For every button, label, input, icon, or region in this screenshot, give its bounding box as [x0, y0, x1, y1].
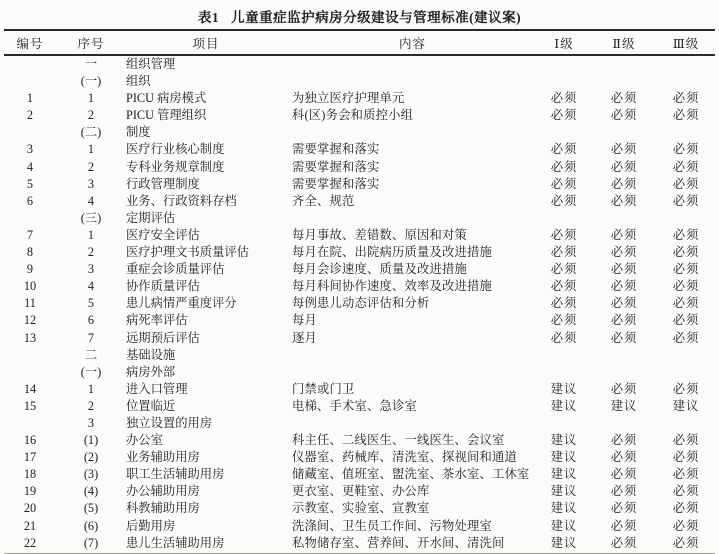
cell-level1: 必须: [550, 296, 578, 311]
cell-content: 需要掌握和落实: [292, 159, 380, 174]
cell-level1: 必须: [550, 142, 578, 157]
cell-item: 重症会诊质量评估: [126, 262, 225, 277]
cell-no: 1: [26, 91, 34, 106]
cell-content: 齐全、规范: [292, 193, 355, 208]
cell-level2: 必须: [610, 518, 638, 533]
cell-seq: 1: [87, 142, 95, 157]
cell-content: 科(区)务会和质控小组: [292, 108, 414, 123]
cell-seq: 一: [84, 57, 98, 71]
cell-item: 病房外部: [126, 364, 176, 379]
table-row: [0, 330, 719, 347]
cell-level3: 建议: [672, 398, 700, 413]
cell-seq: 1: [87, 91, 95, 106]
cell-no: 21: [23, 518, 37, 533]
cell-item: 医疗安全评估: [126, 227, 200, 242]
cell-no: 2: [26, 108, 34, 123]
cell-no: 11: [24, 296, 36, 311]
cell-no: 16: [23, 433, 37, 448]
cell-level2: 必须: [610, 142, 638, 157]
cell-item: 位置临近: [126, 398, 176, 413]
table-title: [0, 0, 719, 26]
table-row: [0, 73, 719, 90]
column-header-content: 内容: [398, 36, 426, 51]
column-header-level3: Ⅲ级: [672, 36, 700, 51]
cell-seq: (三): [80, 210, 102, 225]
cell-level3: 必须: [672, 193, 700, 208]
cell-level2: 必须: [610, 535, 638, 550]
cell-item: 进入口管理: [126, 381, 188, 396]
cell-level1: 建议: [550, 450, 578, 465]
cell-level1: 建议: [550, 518, 578, 533]
table-row: [0, 535, 719, 552]
cell-seq: 1: [87, 381, 95, 396]
cell-item: 行政管理制度: [126, 176, 200, 191]
cell-level3: 必须: [672, 176, 700, 191]
cell-content: 每月事故、差错数、原因和对策: [292, 227, 467, 242]
cell-no: 10: [23, 279, 37, 294]
cell-level1: 必须: [550, 91, 578, 106]
cell-level1: 必须: [550, 330, 578, 345]
cell-level1: 建议: [550, 398, 578, 413]
cell-level3: 必须: [672, 108, 700, 123]
table-row: [0, 90, 719, 107]
cell-level1: 必须: [550, 193, 578, 208]
cell-item: 基础设施: [126, 347, 176, 362]
cell-item: 办公辅助用房: [126, 484, 200, 499]
column-header-no: 编号: [16, 36, 44, 51]
cell-level1: 必须: [550, 313, 578, 328]
cell-level1: 建议: [550, 467, 578, 482]
cell-level3: 必须: [672, 279, 700, 294]
cell-level2: 必须: [610, 313, 638, 328]
cell-content: 为独立医疗护理单元: [292, 91, 405, 106]
cell-seq: 2: [87, 245, 95, 260]
cell-level1: 建议: [550, 484, 578, 499]
cell-level3: 必须: [672, 518, 700, 533]
cell-content: 私物储存室、营养间、开水间、清洗间: [292, 535, 505, 550]
table-row: [0, 227, 719, 244]
cell-seq: (4): [83, 484, 99, 499]
cell-level3: 必须: [672, 227, 700, 242]
cell-seq: (1): [83, 433, 99, 448]
cell-level1: 建议: [550, 535, 578, 550]
cell-item: 科教辅助用房: [126, 501, 200, 516]
cell-content: 每月会诊速度、质量及改进措施: [292, 262, 467, 277]
cell-level3: 必须: [672, 313, 700, 328]
cell-level3: 必须: [672, 433, 700, 448]
table-row: [0, 278, 719, 295]
cell-seq: 3: [87, 176, 95, 191]
cell-item: 患儿病情严重度评分: [126, 296, 237, 311]
cell-item: 独立设置的用房: [126, 415, 213, 430]
cell-level3: 必须: [672, 296, 700, 311]
table-row: [0, 124, 719, 141]
table-header-row: [0, 31, 719, 54]
cell-level2: 必须: [610, 484, 638, 499]
cell-level1: 必须: [550, 279, 578, 294]
table-row: [0, 466, 719, 483]
cell-content: 每月在院、出院病历质量及改进措施: [292, 245, 492, 260]
table-row: [0, 347, 719, 364]
cell-level1: 必须: [550, 176, 578, 191]
cell-item: 办公室: [126, 433, 163, 448]
cell-content: 需要掌握和落实: [292, 142, 380, 157]
table-row: [0, 432, 719, 449]
cell-seq: 二: [84, 347, 98, 362]
cell-no: 13: [23, 330, 37, 345]
cell-no: 8: [26, 245, 34, 260]
cell-content: 更衣室、更鞋室、办公库: [292, 484, 430, 499]
cell-level2: 必须: [610, 279, 638, 294]
cell-content: 逐月: [292, 330, 317, 345]
table-row: [0, 141, 719, 158]
cell-content: 每月科间协作速度、效率及改进措施: [292, 279, 492, 294]
table-number-label: 表1: [197, 10, 220, 25]
cell-no: 3: [26, 142, 34, 157]
cell-no: 15: [23, 398, 37, 413]
cell-seq: 2: [87, 108, 95, 123]
cell-content: 需要掌握和落实: [292, 176, 380, 191]
cell-no: 18: [23, 467, 37, 482]
cell-seq: 5: [87, 296, 95, 311]
cell-level3: 必须: [672, 159, 700, 174]
cell-seq: 4: [87, 193, 95, 208]
cell-level2: 必须: [610, 227, 638, 242]
cell-content: 门禁或门卫: [292, 381, 355, 396]
cell-level2: 必须: [610, 330, 638, 345]
cell-no: 14: [23, 381, 37, 396]
cell-level1: 建议: [550, 501, 578, 516]
cell-content: 仪器室、药械库、清洗室、探视间和通道: [292, 450, 517, 465]
cell-no: 7: [26, 227, 34, 242]
cell-item: 业务辅助用房: [126, 450, 200, 465]
cell-seq: (7): [83, 535, 99, 550]
cell-level1: 建议: [550, 433, 578, 448]
table-body: [0, 56, 719, 552]
cell-item: 远期预后评估: [126, 330, 200, 345]
cell-seq: (一): [80, 364, 102, 379]
cell-no: 4: [26, 159, 34, 174]
cell-level2: 必须: [610, 159, 638, 174]
cell-level1: 必须: [550, 227, 578, 242]
cell-level1: 必须: [550, 262, 578, 277]
table-row: [0, 176, 719, 193]
table-row: [0, 415, 719, 432]
table-row: [0, 56, 719, 73]
cell-level2: 必须: [610, 262, 638, 277]
table-row: [0, 210, 719, 227]
cell-content: 示教室、实验室、宣教室: [292, 501, 430, 516]
cell-level2: 必须: [610, 296, 638, 311]
cell-seq: (6): [83, 518, 99, 533]
cell-item: 协作质量评估: [126, 279, 200, 294]
cell-item: 业务、行政资料存档: [126, 193, 237, 208]
cell-item: PICU 病房模式: [126, 91, 207, 106]
cell-seq: (二): [80, 125, 102, 140]
cell-item: 医疗护理文书质量评估: [126, 245, 249, 260]
cell-seq: 6: [87, 313, 95, 328]
cell-level2: 必须: [610, 433, 638, 448]
cell-content: 储藏室、值班室、盥洗室、茶水室、工休室: [292, 467, 530, 482]
cell-item: 定期评估: [126, 210, 176, 225]
cell-level1: 必须: [550, 245, 578, 260]
cell-level2: 建议: [610, 398, 638, 413]
cell-no: 17: [23, 450, 37, 465]
cell-no: 6: [26, 193, 34, 208]
cell-item: 职工生活辅助用房: [126, 467, 225, 482]
cell-level2: 必须: [610, 450, 638, 465]
cell-content: 电梯、手术室、急诊室: [292, 398, 417, 413]
table-title-text: 儿童重症监护病房分级建设与管理标准(建议案): [231, 10, 522, 25]
cell-level2: 必须: [610, 108, 638, 123]
cell-seq: 2: [87, 159, 95, 174]
cell-content: 每例患儿动态评估和分析: [292, 296, 430, 311]
column-header-item: 项目: [192, 36, 220, 51]
cell-level1: 建议: [550, 381, 578, 396]
cell-seq: 2: [87, 398, 95, 413]
cell-level3: 必须: [672, 450, 700, 465]
table-row: [0, 449, 719, 466]
table-row: [0, 483, 719, 500]
table-row: [0, 398, 719, 415]
cell-level3: 必须: [672, 535, 700, 550]
cell-seq: (3): [83, 467, 99, 482]
table-row: [0, 295, 719, 312]
cell-content: 每月: [292, 313, 317, 328]
cell-no: 19: [23, 484, 37, 499]
cell-level3: 必须: [672, 91, 700, 106]
cell-seq: (一): [80, 74, 102, 89]
cell-seq: (5): [83, 501, 99, 516]
table-row: [0, 159, 719, 176]
cell-level1: 必须: [550, 108, 578, 123]
cell-content: 洗涤间、卫生员工作间、污物处理室: [292, 518, 492, 533]
cell-content: 科主任、二线医生、一线医生、会议室: [292, 433, 505, 448]
cell-seq: 4: [87, 279, 95, 294]
cell-level3: 必须: [672, 381, 700, 396]
cell-seq: 3: [87, 415, 95, 430]
cell-level1: 必须: [550, 159, 578, 174]
cell-level2: 必须: [610, 193, 638, 208]
cell-item: 组织管理: [126, 57, 176, 71]
cell-level3: 必须: [672, 484, 700, 499]
cell-item: 医疗行业核心制度: [126, 142, 225, 157]
cell-item: 后勤用房: [126, 518, 176, 533]
cell-seq: 7: [87, 330, 95, 345]
table-row: [0, 518, 719, 535]
table-row: [0, 381, 719, 398]
cell-level3: 必须: [672, 262, 700, 277]
cell-no: 22: [23, 535, 37, 550]
cell-no: 20: [23, 501, 37, 516]
table-row: [0, 364, 719, 381]
cell-level3: 必须: [672, 142, 700, 157]
table-row: [0, 107, 719, 124]
cell-seq: 3: [87, 262, 95, 277]
cell-item: 制度: [126, 125, 151, 140]
cell-item: 专科业务规章制度: [126, 159, 225, 174]
cell-item: 病死率评估: [126, 313, 188, 328]
cell-item: 组织: [126, 74, 151, 89]
cell-level2: 必须: [610, 91, 638, 106]
column-header-level1: Ⅰ级: [554, 36, 574, 51]
cell-level2: 必须: [610, 501, 638, 516]
cell-level2: 必须: [610, 381, 638, 396]
cell-level3: 必须: [672, 245, 700, 260]
cell-level2: 必须: [610, 245, 638, 260]
cell-item: 患儿生活辅助用房: [126, 535, 225, 550]
cell-item: PICU 管理组织: [126, 108, 207, 123]
table-row: [0, 261, 719, 278]
cell-level3: 必须: [672, 467, 700, 482]
cell-no: 5: [26, 176, 34, 191]
cell-level3: 必须: [672, 501, 700, 516]
table-row: [0, 500, 719, 517]
cell-no: 12: [23, 313, 37, 328]
table-row: [0, 312, 719, 329]
cell-level2: 必须: [610, 467, 638, 482]
column-header-level2: Ⅱ级: [612, 36, 636, 51]
column-header-seq: 序号: [77, 36, 105, 51]
cell-level3: 必须: [672, 330, 700, 345]
cell-level2: 必须: [610, 176, 638, 191]
table-row: [0, 193, 719, 210]
cell-seq: (2): [83, 450, 99, 465]
table-row: [0, 244, 719, 261]
cell-no: 9: [26, 262, 34, 277]
cell-seq: 1: [87, 227, 95, 242]
